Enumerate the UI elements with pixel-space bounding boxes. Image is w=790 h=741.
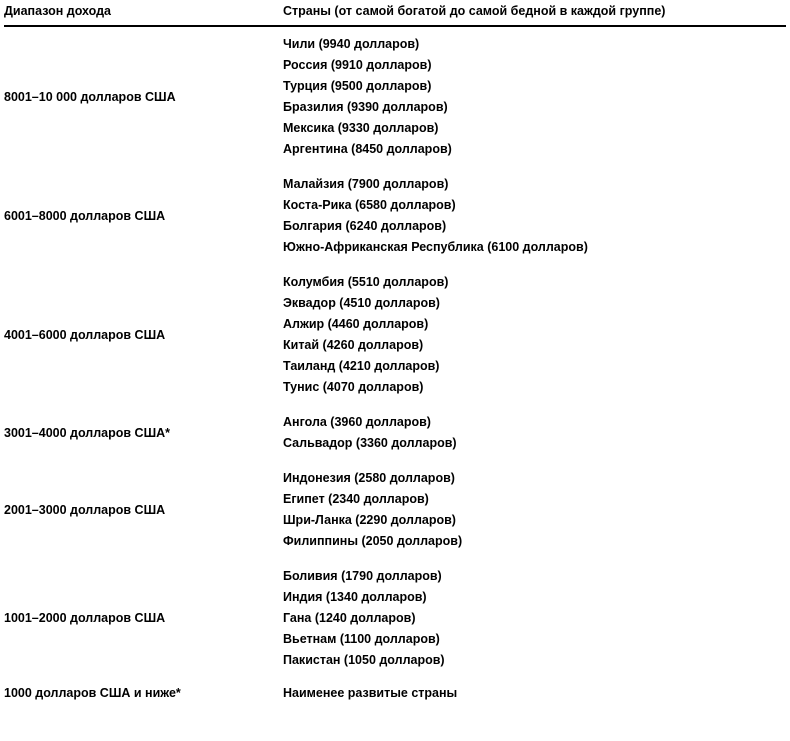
cell-income-range: 2001–3000 долларов США (4, 502, 166, 517)
list-item: Колумбия (5510 долларов) (283, 275, 449, 289)
cell-countries (279, 26, 786, 167)
list-item: Тунис (4070 долларов) (283, 380, 424, 394)
column-header-income-range: Диапазон дохода (4, 4, 112, 18)
table-row (4, 265, 786, 405)
list-item: Алжир (4460 долларов) (283, 317, 429, 331)
country-list (283, 683, 786, 704)
list-item: Ангола (3960 долларов) (283, 415, 431, 429)
list-item: Бразилия (9390 долларов) (283, 100, 448, 114)
list-item: Китай (4260 долларов) (283, 338, 424, 352)
list-item: Турция (9500 долларов) (283, 79, 432, 93)
country-list (283, 272, 786, 398)
table-row (4, 167, 786, 265)
list-item: Гана (1240 долларов) (283, 611, 416, 625)
cell-income-range: 1001–2000 долларов США (4, 611, 166, 626)
list-item: Коста-Рика (6580 долларов) (283, 198, 456, 212)
list-item: Сальвадор (3360 долларов) (283, 436, 457, 450)
list-item: Вьетнам (1100 долларов) (283, 632, 440, 646)
cell-countries (279, 405, 786, 461)
table-header-row (4, 0, 786, 26)
cell-countries (279, 265, 786, 405)
column-header-countries: Страны (от самой богатой до самой бедной в каждой группе) (283, 4, 666, 18)
list-item: Южно-Африканская Республика (6100 долларов) (283, 240, 588, 254)
list-item: Таиланд (4210 долларов) (283, 359, 440, 373)
table-header (4, 0, 786, 26)
table-row (4, 26, 786, 167)
list-item: Индия (1340 долларов) (283, 590, 427, 604)
cell-countries (279, 678, 786, 709)
cell-countries (279, 559, 786, 678)
cell-income-range: 4001–6000 долларов США (4, 327, 166, 342)
list-item: Чили (9940 долларов) (283, 37, 420, 51)
list-item: Шри-Ланка (2290 долларов) (283, 513, 456, 527)
table-row (4, 678, 786, 709)
country-list (283, 174, 786, 258)
list-item: Боливия (1790 долларов) (283, 569, 442, 583)
cell-income-range: 8001–10 000 долларов США (4, 89, 176, 104)
list-item: Эквадор (4510 долларов) (283, 296, 440, 310)
list-item: Египет (2340 долларов) (283, 492, 429, 506)
cell-income-range: 1000 долларов США и ниже* (4, 686, 181, 701)
list-item: Пакистан (1050 долларов) (283, 653, 445, 667)
table-body (4, 26, 786, 709)
list-item: Наименее развитые страны (283, 686, 458, 700)
cell-income-range: 6001–8000 долларов США (4, 208, 166, 223)
list-item: Россия (9910 долларов) (283, 58, 432, 72)
cell-income-range: 3001–4000 долларов США* (4, 425, 171, 440)
list-item: Малайзия (7900 долларов) (283, 177, 449, 191)
list-item: Мексика (9330 долларов) (283, 121, 439, 135)
country-list (283, 468, 786, 552)
country-list (283, 34, 786, 160)
cell-countries (279, 461, 786, 559)
list-item: Аргентина (8450 долларов) (283, 142, 452, 156)
list-item: Филиппины (2050 долларов) (283, 534, 463, 548)
table-row (4, 461, 786, 559)
country-list (283, 566, 786, 671)
cell-countries (279, 167, 786, 265)
list-item: Индонезия (2580 долларов) (283, 471, 455, 485)
table-row (4, 559, 786, 678)
list-item: Болгария (6240 долларов) (283, 219, 447, 233)
country-list (283, 412, 786, 454)
income-range-table (4, 0, 786, 709)
table-row (4, 405, 786, 461)
